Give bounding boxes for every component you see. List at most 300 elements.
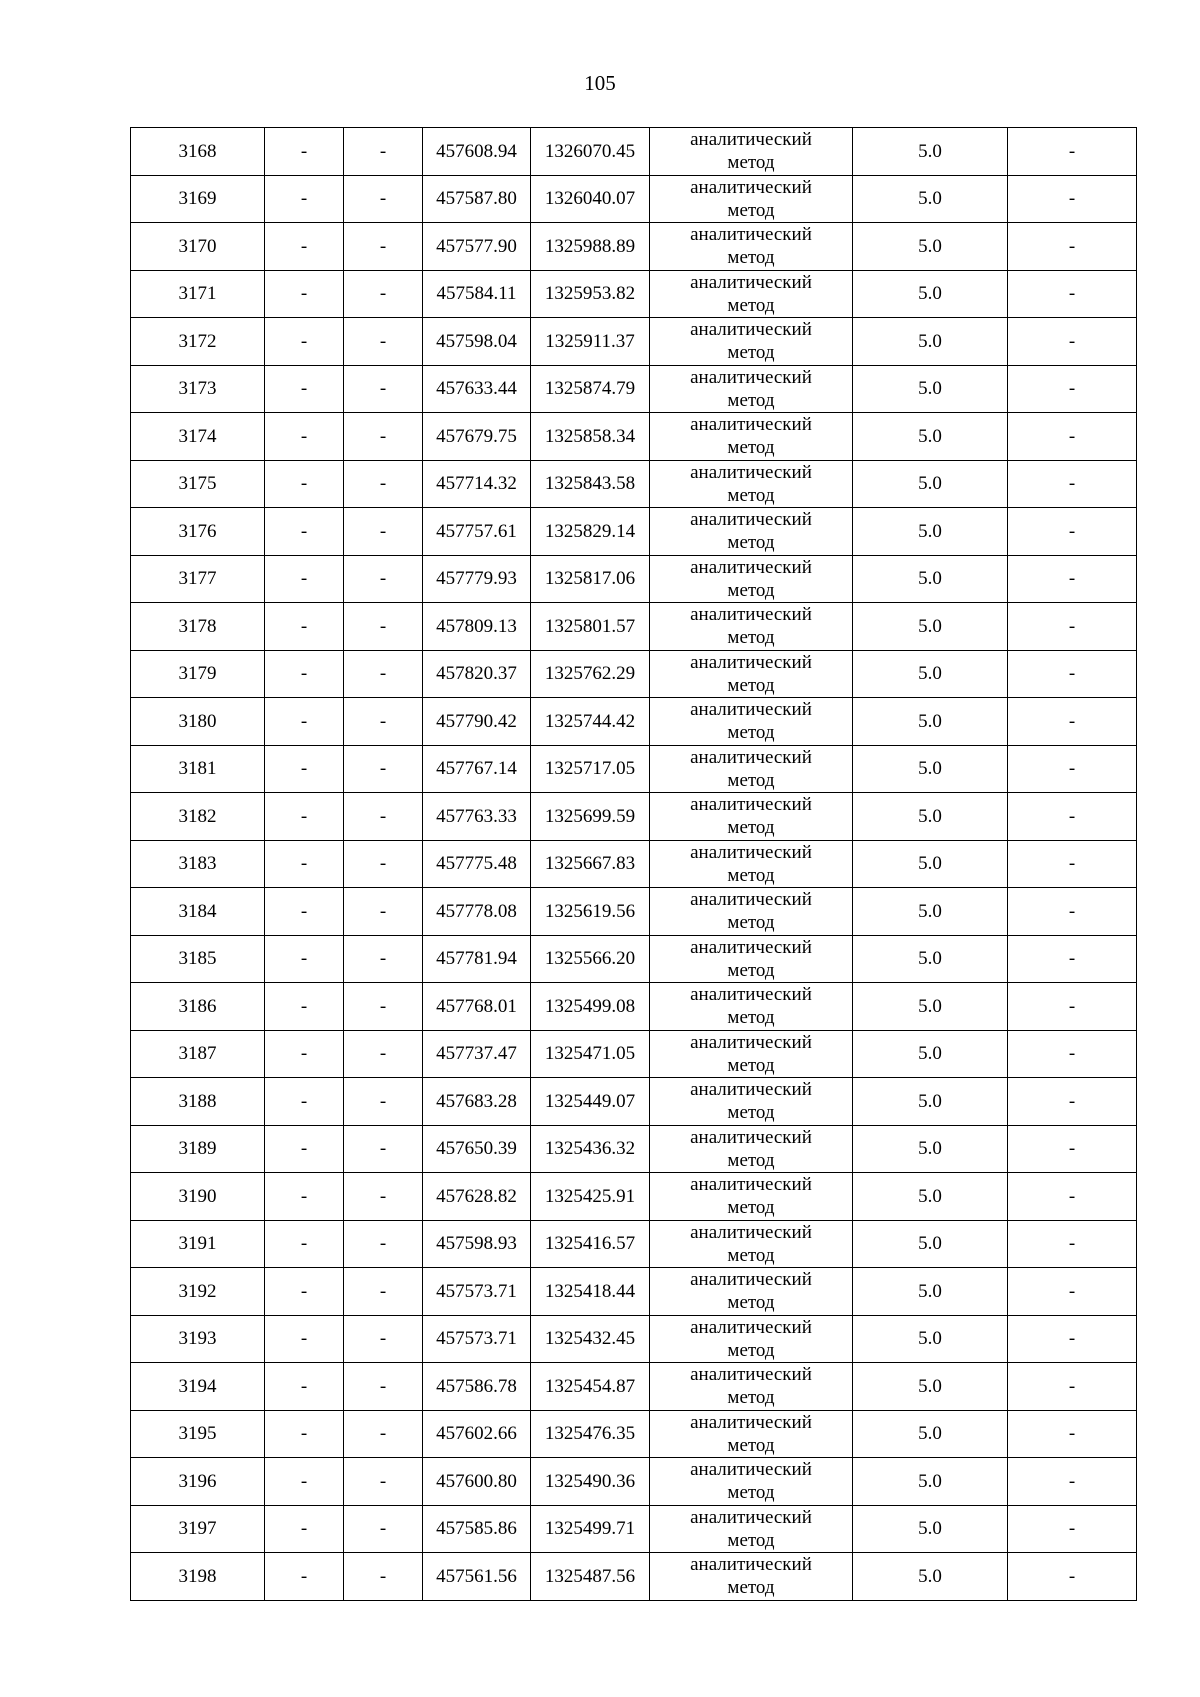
x-coordinate-cell: 457763.33	[423, 793, 531, 841]
accuracy-cell: 5.0	[853, 1410, 1008, 1458]
method-line-2: метод	[727, 1577, 775, 1599]
method-line-2: метод	[727, 769, 775, 791]
x-coordinate-cell: 457781.94	[423, 935, 531, 983]
method-cell	[650, 1173, 853, 1221]
empty-cell: -	[265, 603, 344, 651]
accuracy-cell: 5.0	[853, 128, 1008, 176]
method-line-1: аналитический	[690, 1269, 812, 1291]
table-body	[131, 128, 1137, 1601]
empty-cell: -	[344, 460, 423, 508]
y-coordinate-cell: 1325449.07	[531, 1078, 650, 1126]
empty-cell: -	[344, 1220, 423, 1268]
empty-cell: -	[265, 460, 344, 508]
table-row	[131, 1315, 1137, 1363]
empty-cell: -	[344, 1173, 423, 1221]
method-line-2: метод	[727, 1149, 775, 1171]
point-number-cell: 3195	[131, 1410, 265, 1458]
accuracy-cell: 5.0	[853, 1125, 1008, 1173]
method-cell	[650, 365, 853, 413]
empty-cell: -	[265, 1220, 344, 1268]
point-number-cell: 3183	[131, 840, 265, 888]
method-line-2: метод	[727, 1387, 775, 1409]
method-line-1: аналитический	[690, 1221, 812, 1243]
note-cell: -	[1008, 650, 1137, 698]
method-cell	[650, 1078, 853, 1126]
method-line-2: метод	[727, 247, 775, 269]
table-row	[131, 1268, 1137, 1316]
method-cell	[650, 175, 853, 223]
empty-cell: -	[265, 175, 344, 223]
empty-cell: -	[265, 935, 344, 983]
point-number-cell: 3189	[131, 1125, 265, 1173]
empty-cell: -	[344, 555, 423, 603]
accuracy-cell: 5.0	[853, 793, 1008, 841]
method-line-2: метод	[727, 199, 775, 221]
method-line-1: аналитический	[690, 366, 812, 388]
x-coordinate-cell: 457790.42	[423, 698, 531, 746]
y-coordinate-cell: 1325566.20	[531, 935, 650, 983]
y-coordinate-cell: 1325667.83	[531, 840, 650, 888]
table-row	[131, 1363, 1137, 1411]
method-line-1: аналитический	[690, 509, 812, 531]
accuracy-cell: 5.0	[853, 460, 1008, 508]
y-coordinate-cell: 1325499.08	[531, 983, 650, 1031]
x-coordinate-cell: 457600.80	[423, 1458, 531, 1506]
note-cell: -	[1008, 1458, 1137, 1506]
empty-cell: -	[265, 1553, 344, 1601]
point-number-cell: 3185	[131, 935, 265, 983]
note-cell: -	[1008, 1173, 1137, 1221]
point-number-cell: 3173	[131, 365, 265, 413]
empty-cell: -	[265, 793, 344, 841]
method-cell	[650, 650, 853, 698]
table-row	[131, 128, 1137, 176]
method-line-1: аналитический	[690, 1554, 812, 1576]
point-number-cell: 3197	[131, 1505, 265, 1553]
y-coordinate-cell: 1325425.91	[531, 1173, 650, 1221]
point-number-cell: 3176	[131, 508, 265, 556]
table-row	[131, 1410, 1137, 1458]
method-cell	[650, 1220, 853, 1268]
method-line-1: аналитический	[690, 1126, 812, 1148]
note-cell: -	[1008, 175, 1137, 223]
empty-cell: -	[265, 888, 344, 936]
method-line-1: аналитический	[690, 1459, 812, 1481]
method-line-1: аналитический	[690, 414, 812, 436]
accuracy-cell: 5.0	[853, 1315, 1008, 1363]
note-cell: -	[1008, 1030, 1137, 1078]
table-row	[131, 793, 1137, 841]
y-coordinate-cell: 1325858.34	[531, 413, 650, 461]
y-coordinate-cell: 1325432.45	[531, 1315, 650, 1363]
y-coordinate-cell: 1325829.14	[531, 508, 650, 556]
x-coordinate-cell: 457757.61	[423, 508, 531, 556]
empty-cell: -	[265, 698, 344, 746]
method-cell	[650, 128, 853, 176]
table-row	[131, 1030, 1137, 1078]
method-line-2: метод	[727, 532, 775, 554]
method-line-1: аналитический	[690, 889, 812, 911]
method-line-1: аналитический	[690, 1364, 812, 1386]
y-coordinate-cell: 1325911.37	[531, 318, 650, 366]
x-coordinate-cell: 457561.56	[423, 1553, 531, 1601]
y-coordinate-cell: 1325619.56	[531, 888, 650, 936]
note-cell: -	[1008, 128, 1137, 176]
point-number-cell: 3190	[131, 1173, 265, 1221]
empty-cell: -	[265, 270, 344, 318]
note-cell: -	[1008, 1363, 1137, 1411]
empty-cell: -	[344, 1030, 423, 1078]
empty-cell: -	[265, 1505, 344, 1553]
empty-cell: -	[344, 935, 423, 983]
x-coordinate-cell: 457714.32	[423, 460, 531, 508]
table-row	[131, 650, 1137, 698]
x-coordinate-cell: 457573.71	[423, 1315, 531, 1363]
method-line-1: аналитический	[690, 936, 812, 958]
empty-cell: -	[344, 413, 423, 461]
y-coordinate-cell: 1325801.57	[531, 603, 650, 651]
empty-cell: -	[265, 1363, 344, 1411]
empty-cell: -	[344, 270, 423, 318]
x-coordinate-cell: 457628.82	[423, 1173, 531, 1221]
note-cell: -	[1008, 840, 1137, 888]
x-coordinate-cell: 457633.44	[423, 365, 531, 413]
point-number-cell: 3178	[131, 603, 265, 651]
method-line-2: метод	[727, 1529, 775, 1551]
method-cell	[650, 983, 853, 1031]
method-line-2: метод	[727, 389, 775, 411]
table-row	[131, 1458, 1137, 1506]
note-cell: -	[1008, 1268, 1137, 1316]
accuracy-cell: 5.0	[853, 745, 1008, 793]
y-coordinate-cell: 1325953.82	[531, 270, 650, 318]
method-line-2: метод	[727, 817, 775, 839]
empty-cell: -	[265, 650, 344, 698]
accuracy-cell: 5.0	[853, 603, 1008, 651]
table-row	[131, 603, 1137, 651]
method-line-2: метод	[727, 627, 775, 649]
empty-cell: -	[344, 793, 423, 841]
method-line-2: метод	[727, 579, 775, 601]
y-coordinate-cell: 1325499.71	[531, 1505, 650, 1553]
method-line-1: аналитический	[690, 176, 812, 198]
empty-cell: -	[344, 1505, 423, 1553]
point-number-cell: 3194	[131, 1363, 265, 1411]
empty-cell: -	[265, 365, 344, 413]
point-number-cell: 3172	[131, 318, 265, 366]
method-line-1: аналитический	[690, 794, 812, 816]
note-cell: -	[1008, 1078, 1137, 1126]
table-row	[131, 1553, 1137, 1601]
method-cell	[650, 1125, 853, 1173]
x-coordinate-cell: 457679.75	[423, 413, 531, 461]
empty-cell: -	[344, 1125, 423, 1173]
method-line-1: аналитический	[690, 1174, 812, 1196]
y-coordinate-cell: 1326040.07	[531, 175, 650, 223]
table-row	[131, 270, 1137, 318]
note-cell: -	[1008, 508, 1137, 556]
accuracy-cell: 5.0	[853, 1030, 1008, 1078]
method-line-2: метод	[727, 1244, 775, 1266]
accuracy-cell: 5.0	[853, 935, 1008, 983]
empty-cell: -	[265, 413, 344, 461]
accuracy-cell: 5.0	[853, 555, 1008, 603]
method-line-2: метод	[727, 674, 775, 696]
empty-cell: -	[344, 888, 423, 936]
note-cell: -	[1008, 745, 1137, 793]
point-number-cell: 3198	[131, 1553, 265, 1601]
method-cell	[650, 1363, 853, 1411]
point-number-cell: 3171	[131, 270, 265, 318]
y-coordinate-cell: 1325436.32	[531, 1125, 650, 1173]
method-cell	[650, 318, 853, 366]
table-row	[131, 223, 1137, 271]
y-coordinate-cell: 1325843.58	[531, 460, 650, 508]
note-cell: -	[1008, 365, 1137, 413]
y-coordinate-cell: 1326070.45	[531, 128, 650, 176]
empty-cell: -	[265, 1458, 344, 1506]
method-cell	[650, 270, 853, 318]
empty-cell: -	[344, 1458, 423, 1506]
accuracy-cell: 5.0	[853, 698, 1008, 746]
method-cell	[650, 460, 853, 508]
point-number-cell: 3175	[131, 460, 265, 508]
note-cell: -	[1008, 935, 1137, 983]
note-cell: -	[1008, 1125, 1137, 1173]
accuracy-cell: 5.0	[853, 413, 1008, 461]
method-cell	[650, 793, 853, 841]
x-coordinate-cell: 457573.71	[423, 1268, 531, 1316]
method-line-2: метод	[727, 1434, 775, 1456]
empty-cell: -	[344, 1363, 423, 1411]
point-number-cell: 3187	[131, 1030, 265, 1078]
point-number-cell: 3180	[131, 698, 265, 746]
y-coordinate-cell: 1325817.06	[531, 555, 650, 603]
point-number-cell: 3182	[131, 793, 265, 841]
table-row	[131, 555, 1137, 603]
method-cell	[650, 745, 853, 793]
note-cell: -	[1008, 888, 1137, 936]
y-coordinate-cell: 1325487.56	[531, 1553, 650, 1601]
method-cell	[650, 223, 853, 271]
method-cell	[650, 1505, 853, 1553]
empty-cell: -	[344, 318, 423, 366]
x-coordinate-cell: 457608.94	[423, 128, 531, 176]
y-coordinate-cell: 1325762.29	[531, 650, 650, 698]
method-line-2: метод	[727, 1292, 775, 1314]
y-coordinate-cell: 1325476.35	[531, 1410, 650, 1458]
table-row	[131, 840, 1137, 888]
empty-cell: -	[344, 745, 423, 793]
empty-cell: -	[265, 318, 344, 366]
note-cell: -	[1008, 698, 1137, 746]
x-coordinate-cell: 457598.04	[423, 318, 531, 366]
empty-cell: -	[265, 1078, 344, 1126]
method-line-1: аналитический	[690, 984, 812, 1006]
method-line-1: аналитический	[690, 271, 812, 293]
empty-cell: -	[344, 223, 423, 271]
note-cell: -	[1008, 983, 1137, 1031]
method-cell	[650, 1315, 853, 1363]
method-line-1: аналитический	[690, 556, 812, 578]
point-number-cell: 3184	[131, 888, 265, 936]
note-cell: -	[1008, 555, 1137, 603]
accuracy-cell: 5.0	[853, 223, 1008, 271]
method-line-2: метод	[727, 959, 775, 981]
x-coordinate-cell: 457767.14	[423, 745, 531, 793]
method-line-1: аналитический	[690, 319, 812, 341]
table-row	[131, 175, 1137, 223]
empty-cell: -	[265, 983, 344, 1031]
method-line-1: аналитический	[690, 1031, 812, 1053]
table-row	[131, 318, 1137, 366]
point-number-cell: 3192	[131, 1268, 265, 1316]
method-line-2: метод	[727, 1197, 775, 1219]
method-line-1: аналитический	[690, 461, 812, 483]
x-coordinate-cell: 457778.08	[423, 888, 531, 936]
accuracy-cell: 5.0	[853, 840, 1008, 888]
point-number-cell: 3188	[131, 1078, 265, 1126]
empty-cell: -	[265, 1268, 344, 1316]
note-cell: -	[1008, 460, 1137, 508]
x-coordinate-cell: 457584.11	[423, 270, 531, 318]
accuracy-cell: 5.0	[853, 175, 1008, 223]
empty-cell: -	[344, 175, 423, 223]
table-row	[131, 1078, 1137, 1126]
method-line-2: метод	[727, 1102, 775, 1124]
x-coordinate-cell: 457650.39	[423, 1125, 531, 1173]
method-line-2: метод	[727, 484, 775, 506]
table-row	[131, 1505, 1137, 1553]
accuracy-cell: 5.0	[853, 318, 1008, 366]
empty-cell: -	[344, 508, 423, 556]
accuracy-cell: 5.0	[853, 1458, 1008, 1506]
note-cell: -	[1008, 1553, 1137, 1601]
method-line-2: метод	[727, 342, 775, 364]
accuracy-cell: 5.0	[853, 1220, 1008, 1268]
empty-cell: -	[265, 508, 344, 556]
empty-cell: -	[265, 1173, 344, 1221]
table-row	[131, 1220, 1137, 1268]
method-cell	[650, 603, 853, 651]
y-coordinate-cell: 1325418.44	[531, 1268, 650, 1316]
y-coordinate-cell: 1325416.57	[531, 1220, 650, 1268]
method-line-2: метод	[727, 294, 775, 316]
method-cell	[650, 840, 853, 888]
method-cell	[650, 1458, 853, 1506]
accuracy-cell: 5.0	[853, 1505, 1008, 1553]
method-line-1: аналитический	[690, 699, 812, 721]
empty-cell: -	[265, 1410, 344, 1458]
table-row	[131, 888, 1137, 936]
method-line-1: аналитический	[690, 129, 812, 151]
table-row	[131, 365, 1137, 413]
point-number-cell: 3179	[131, 650, 265, 698]
table-row	[131, 413, 1137, 461]
method-line-2: метод	[727, 722, 775, 744]
accuracy-cell: 5.0	[853, 365, 1008, 413]
method-cell	[650, 888, 853, 936]
table-row	[131, 935, 1137, 983]
accuracy-cell: 5.0	[853, 983, 1008, 1031]
point-number-cell: 3191	[131, 1220, 265, 1268]
method-line-2: метод	[727, 1339, 775, 1361]
note-cell: -	[1008, 413, 1137, 461]
method-line-1: аналитический	[690, 1411, 812, 1433]
x-coordinate-cell: 457587.80	[423, 175, 531, 223]
y-coordinate-cell: 1325699.59	[531, 793, 650, 841]
y-coordinate-cell: 1325874.79	[531, 365, 650, 413]
y-coordinate-cell: 1325744.42	[531, 698, 650, 746]
x-coordinate-cell: 457737.47	[423, 1030, 531, 1078]
x-coordinate-cell: 457779.93	[423, 555, 531, 603]
point-number-cell: 3168	[131, 128, 265, 176]
x-coordinate-cell: 457602.66	[423, 1410, 531, 1458]
point-number-cell: 3193	[131, 1315, 265, 1363]
method-line-2: метод	[727, 912, 775, 934]
empty-cell: -	[344, 840, 423, 888]
empty-cell: -	[344, 650, 423, 698]
empty-cell: -	[344, 1078, 423, 1126]
method-cell	[650, 1553, 853, 1601]
table-row	[131, 983, 1137, 1031]
method-line-1: аналитический	[690, 651, 812, 673]
empty-cell: -	[265, 745, 344, 793]
page-number: 105	[584, 71, 616, 95]
method-cell	[650, 508, 853, 556]
method-line-2: метод	[727, 1054, 775, 1076]
method-line-2: метод	[727, 437, 775, 459]
table-row	[131, 745, 1137, 793]
x-coordinate-cell: 457820.37	[423, 650, 531, 698]
x-coordinate-cell: 457577.90	[423, 223, 531, 271]
method-line-1: аналитический	[690, 1316, 812, 1338]
x-coordinate-cell: 457809.13	[423, 603, 531, 651]
empty-cell: -	[265, 1125, 344, 1173]
empty-cell: -	[265, 128, 344, 176]
method-cell	[650, 698, 853, 746]
point-number-cell: 3186	[131, 983, 265, 1031]
point-number-cell: 3169	[131, 175, 265, 223]
method-cell	[650, 555, 853, 603]
accuracy-cell: 5.0	[853, 508, 1008, 556]
note-cell: -	[1008, 318, 1137, 366]
table-row	[131, 698, 1137, 746]
method-cell	[650, 1268, 853, 1316]
point-number-cell: 3174	[131, 413, 265, 461]
note-cell: -	[1008, 793, 1137, 841]
y-coordinate-cell: 1325490.36	[531, 1458, 650, 1506]
note-cell: -	[1008, 1410, 1137, 1458]
method-line-2: метод	[727, 1007, 775, 1029]
empty-cell: -	[265, 555, 344, 603]
method-line-1: аналитический	[690, 841, 812, 863]
table-row	[131, 1125, 1137, 1173]
method-cell	[650, 1410, 853, 1458]
method-line-2: метод	[727, 864, 775, 886]
empty-cell: -	[265, 1315, 344, 1363]
note-cell: -	[1008, 223, 1137, 271]
table-row	[131, 508, 1137, 556]
empty-cell: -	[265, 1030, 344, 1078]
empty-cell: -	[265, 840, 344, 888]
point-number-cell: 3196	[131, 1458, 265, 1506]
empty-cell: -	[344, 1553, 423, 1601]
empty-cell: -	[344, 128, 423, 176]
note-cell: -	[1008, 270, 1137, 318]
accuracy-cell: 5.0	[853, 1363, 1008, 1411]
note-cell: -	[1008, 1505, 1137, 1553]
